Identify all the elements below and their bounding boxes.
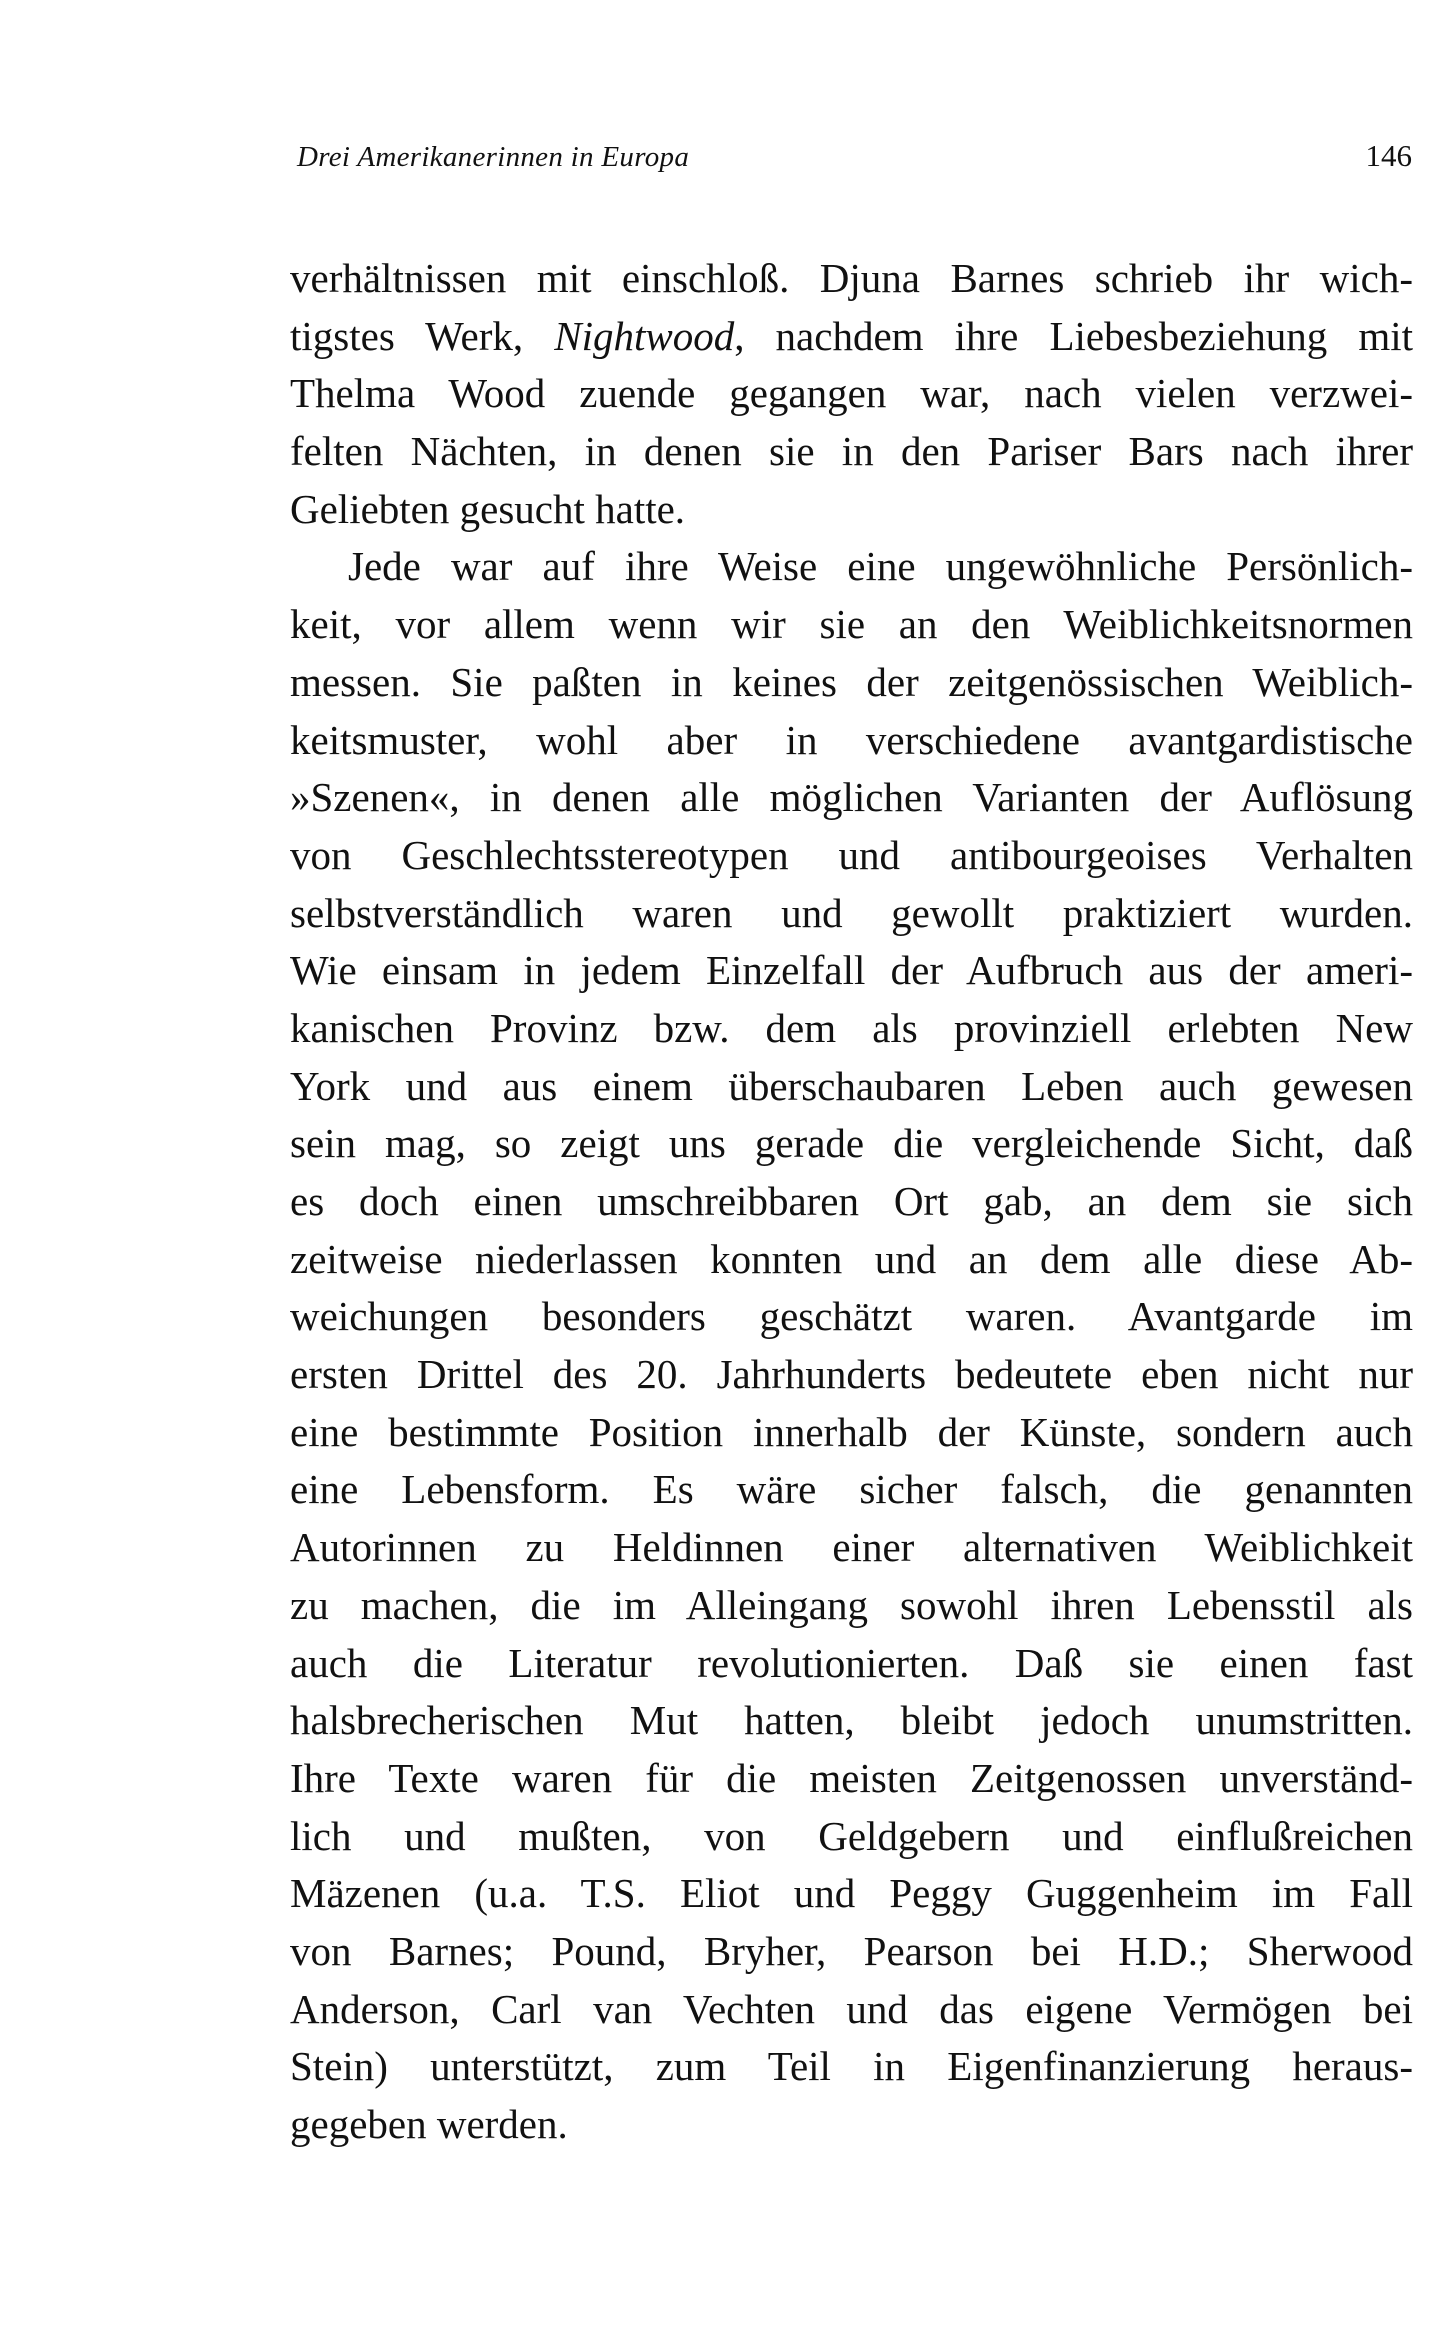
paragraph-1 xyxy=(290,250,1413,538)
text-line: Geliebten gesucht hatte. xyxy=(290,485,686,532)
text-line: sein mag, so zeigt uns gerade die vergleichende Sicht, daß xyxy=(290,1120,1413,1167)
text-line: Anderson, Carl van Vechten und das eigene Vermögen bei xyxy=(290,1985,1413,2032)
text-line: auch die Literatur revolutionierten. Daß sie einen fast xyxy=(290,1639,1413,1686)
body-text xyxy=(290,250,1413,2154)
text-line: kanischen Provinz bzw. dem als provinziell erlebten New xyxy=(290,1004,1413,1051)
text-line: Ihre Texte waren für die meisten Zeitgenossen unverständ- xyxy=(290,1754,1413,1801)
text-line: felten Nächten, in denen sie in den Pariser Bars nach ihrer xyxy=(290,428,1413,475)
text-line: zeitweise niederlassen konnten und an dem alle diese Ab- xyxy=(290,1235,1413,1282)
text-line xyxy=(290,308,1413,366)
text-line: verhältnissen mit einschloß. Djuna Barnes schrieb ihr wich- xyxy=(290,255,1413,301)
text-line: halsbrecherischen Mut hatten, bleibt jedoch unumstritten. xyxy=(290,1697,1413,1744)
running-head xyxy=(297,138,1412,182)
text-line: »Szenen«, in denen alle möglichen Varianten der Auflösung xyxy=(290,774,1413,821)
text-line: eine bestimmte Position innerhalb der Künste, sondern auch xyxy=(290,1408,1413,1455)
text-line: York und aus einem überschaubaren Leben auch gewesen xyxy=(290,1062,1413,1109)
text-line: es doch einen umschreibbaren Ort gab, an dem sie sich xyxy=(290,1178,1413,1224)
text-line: messen. Sie paßten in keines der zeitgenössischen Weiblich- xyxy=(290,658,1413,705)
text-line: keitsmuster, wohl aber in verschiedene avantgardistische xyxy=(290,716,1413,763)
running-title: Drei Amerikanerinnen in Europa xyxy=(297,141,690,173)
text-line: eine Lebensform. Es wäre sicher falsch, die genannten xyxy=(290,1466,1413,1513)
text-line: Mäzenen (u.a. T.S. Eliot und Peggy Guggenheim im Fall xyxy=(290,1870,1413,1917)
text-line: ersten Drittel des 20. Jahrhunderts bedeutete eben nicht nur xyxy=(290,1351,1413,1398)
text-segment: , nachdem ihre Liebesbeziehung mit xyxy=(734,312,1413,359)
text-line: Jede war auf ihre Weise eine ungewöhnliche Persönlich- xyxy=(348,543,1413,590)
text-line: selbstverständlich waren und gewollt praktiziert wurden. xyxy=(290,889,1413,936)
text-line: keit, vor allem wenn wir sie an den Weiblichkeitsnormen xyxy=(290,601,1413,648)
book-title-nightwood: Nightwood xyxy=(554,312,735,359)
text-line: gegeben werden. xyxy=(290,2101,568,2147)
text-line: Stein) unterstützt, zum Teil in Eigenfinanzierung heraus- xyxy=(290,2043,1413,2090)
text-line: von Barnes; Pound, Bryher, Pearson bei H.D.; Sherwood xyxy=(290,1927,1413,1974)
text-line: Autorinnen zu Heldinnen einer alternativen Weiblichkeit xyxy=(290,1524,1413,1571)
text-line: von Geschlechtsstereotypen und antibourgeoises Verhalten xyxy=(290,831,1413,878)
text-line: weichungen besonders geschätzt waren. Avantgarde im xyxy=(290,1293,1413,1340)
text-segment: tigstes Werk, xyxy=(290,312,555,359)
text-line: zu machen, die im Alleingang sowohl ihren Lebensstil als xyxy=(290,1581,1413,1628)
text-line: lich und mußten, von Geldgebern und einflußreichen xyxy=(290,1812,1413,1859)
page-number: 146 xyxy=(1365,138,1412,173)
paragraph-2 xyxy=(290,538,1413,2153)
text-line: Thelma Wood zuende gegangen war, nach vielen verzwei- xyxy=(290,370,1413,417)
text-line: Wie einsam in jedem Einzelfall der Aufbruch aus der ameri- xyxy=(290,947,1413,994)
